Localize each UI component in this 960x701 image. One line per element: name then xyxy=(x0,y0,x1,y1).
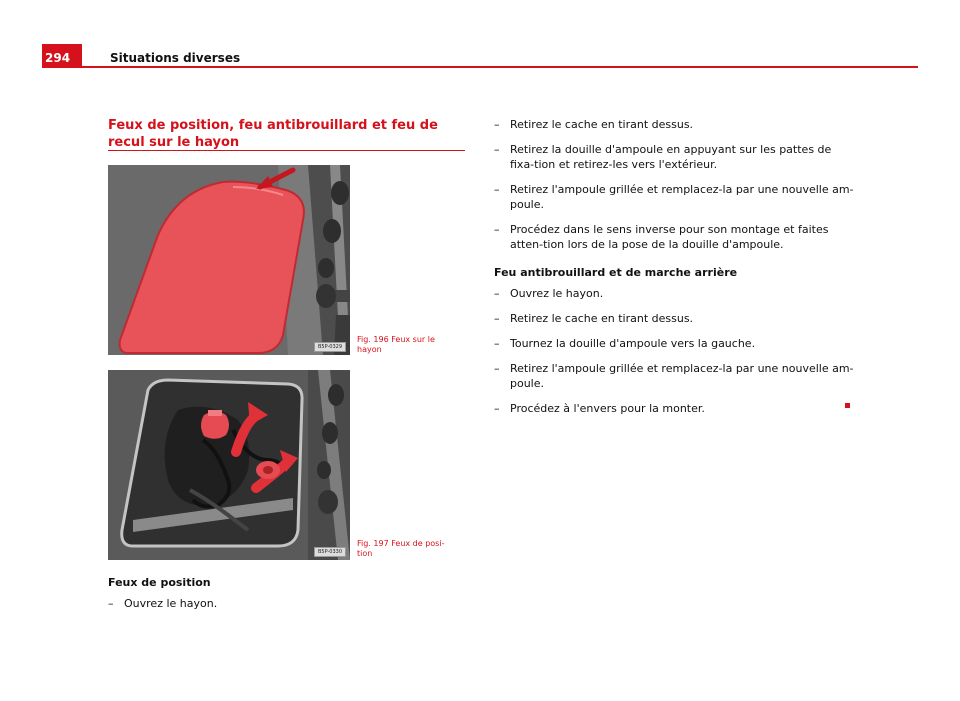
figure-197-caption xyxy=(357,539,457,559)
list-item: – Retirez l'ampoule grillée et remplacez-la par une nouvelle am-poule. xyxy=(494,361,854,391)
figure-code: B5P-0330 xyxy=(314,547,346,557)
list-item: – Ouvrez le hayon. xyxy=(108,596,448,611)
figure-196-caption xyxy=(357,335,457,355)
position-light-illustration xyxy=(108,370,350,560)
list-item: – Retirez le cache en tirant dessus. xyxy=(494,117,854,132)
caption-number: Fig. 196 xyxy=(357,335,389,344)
caption-number: Fig. 197 xyxy=(357,539,389,548)
caption-text: Feux de posi-tion xyxy=(357,539,445,558)
list-item: – Tournez la douille d'ampoule vers la gauche. xyxy=(494,336,854,351)
figure-code: B5P-0329 xyxy=(314,342,346,352)
caption-text: Feux sur le hayon xyxy=(357,335,435,354)
section-title: Feux de position, feu antibrouillard et feu de recul sur le hayon xyxy=(108,118,438,150)
list-item: – Retirez l'ampoule grillée et remplacez-la par une nouvelle am-poule. xyxy=(494,182,854,212)
list-item: – Procédez dans le sens inverse pour son montage et faites atten-tion lors de la pose de la douille d'ampoule. xyxy=(494,222,854,252)
header-rule xyxy=(82,66,918,68)
list-item: – Retirez le cache en tirant dessus. xyxy=(494,311,854,326)
list-item: – Procédez à l'envers pour la monter. xyxy=(494,401,854,416)
page-number: 294 xyxy=(42,44,82,68)
list-item: – Ouvrez le hayon. xyxy=(494,286,854,301)
end-of-section-mark xyxy=(845,403,850,408)
chapter-title: Situations diverses xyxy=(110,51,241,65)
page-header xyxy=(42,44,918,68)
figure-196 xyxy=(108,165,350,355)
figure-197 xyxy=(108,370,350,560)
feux-position-heading: Feux de position xyxy=(108,576,211,589)
removal-steps xyxy=(494,117,854,262)
antibrouillard-heading: Feu antibrouillard et de marche arrière xyxy=(494,266,738,279)
list-item: – Retirez la douille d'ampoule en appuyant sur les pattes de fixa-tion et retirez-les vers l'extérieur. xyxy=(494,142,854,172)
feux-position-steps xyxy=(108,596,448,621)
section-rule xyxy=(108,150,465,151)
tailgate-cover-illustration xyxy=(108,165,350,355)
antibrouillard-steps xyxy=(494,286,854,426)
